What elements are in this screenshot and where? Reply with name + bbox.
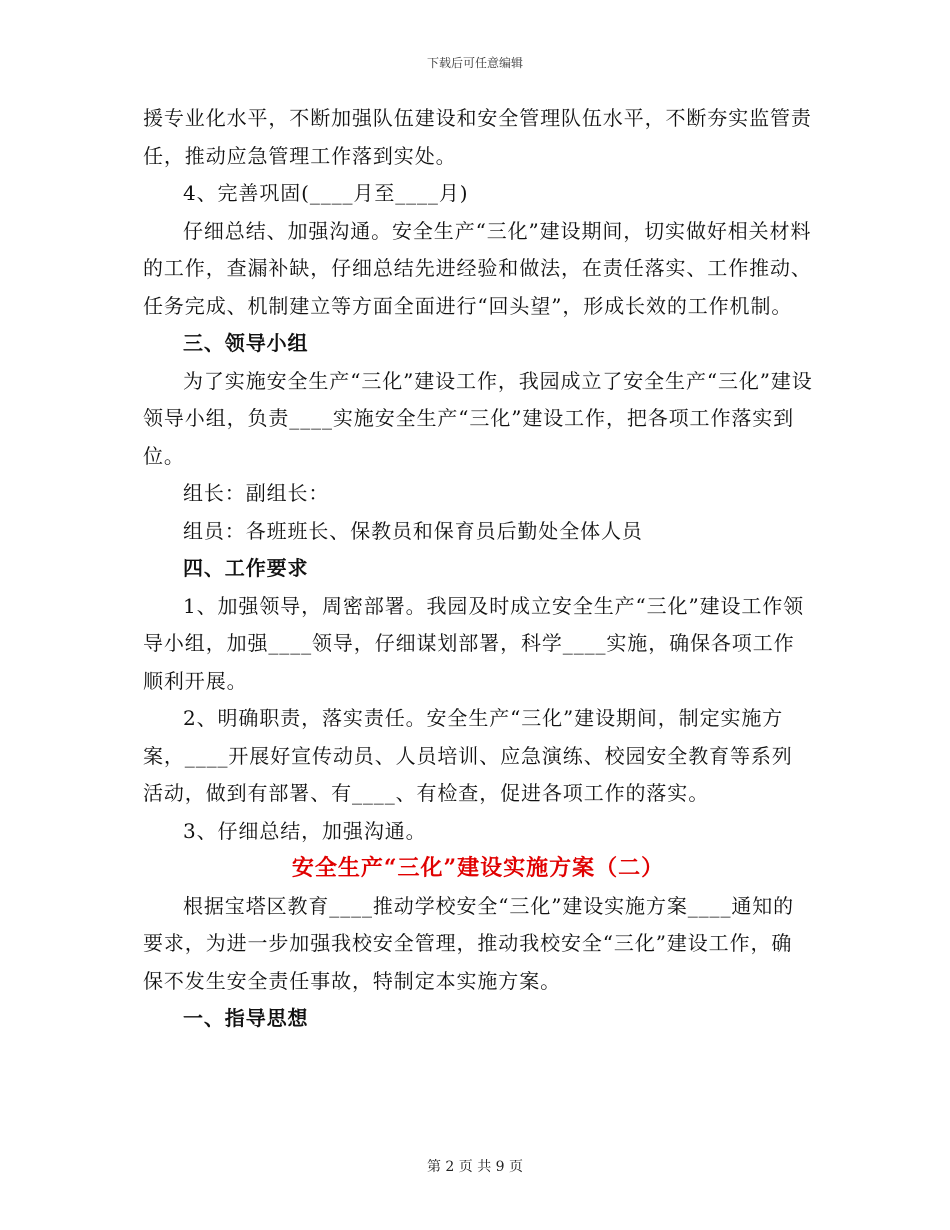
section-heading-leadership: 三、领导小组	[183, 331, 309, 355]
paragraph-leaders: 组长：副组长：	[183, 481, 330, 505]
document-title: 安全生产“三化”建设实施方案（二）	[291, 855, 665, 881]
paragraph-leadership: 为了实施安全生产“三化”建设工作，我园成立了安全生产“三化”建设领导小组，负责____实施安全生产“三化”建设工作，把各项工作落实到位。	[143, 368, 813, 468]
paragraph-consolidate-heading: 4、完善巩固(____月至____月)	[183, 181, 469, 205]
paragraph-intro: 根据宝塔区教育____推动学校安全“三化”建设实施方案____通知的要求，为进一步加强我校安全管理，推动我校安全“三化”建设工作，确保不发生安全责任事故，特制定本实施方案。	[143, 893, 795, 993]
page-footer: 第 2 页 共 9 页	[426, 1159, 524, 1175]
paragraph-requirement-3: 3、仔细总结，加强沟通。	[183, 818, 427, 843]
section-heading-requirements: 四、工作要求	[183, 556, 309, 580]
paragraph-requirement-2: 2、明确职责，落实责任。安全生产“三化”建设期间，制定实施方案，____开展好宣传动员、人员培训、应急演练、校园安全教育等系列活动，做到有部署、有____、有检查，促进各项工作的落实。	[143, 706, 793, 805]
paragraph-requirement-1: 1、加强领导，周密部署。我园及时成立安全生产“三化”建设工作领导小组，加强____领导，仔细谋划部署，科学____实施，确保各项工作顺利开展。	[143, 593, 805, 693]
section-heading-guiding: 一、指导思想	[183, 1006, 309, 1030]
paragraph-members: 组员：各班班长、保教员和保育员后勤处全体人员	[183, 518, 643, 543]
paragraph-continuation: 援专业化水平，不断加强队伍建设和安全管理队伍水平，不断夯实监管责任，推动应急管理工作落到实处。	[143, 106, 812, 168]
paragraph-summary: 仔细总结、加强沟通。安全生产“三化”建设期间，切实做好相关材料的工作，查漏补缺，仔细总结先进经验和做法，在责任落实、工作推动、任务完成、机制建立等方面全面进行“回头望”，形成长效的工作机制。	[143, 218, 812, 318]
document-body	[143, 100, 813, 1038]
page-header: 下载后可任意编辑	[426, 56, 523, 70]
